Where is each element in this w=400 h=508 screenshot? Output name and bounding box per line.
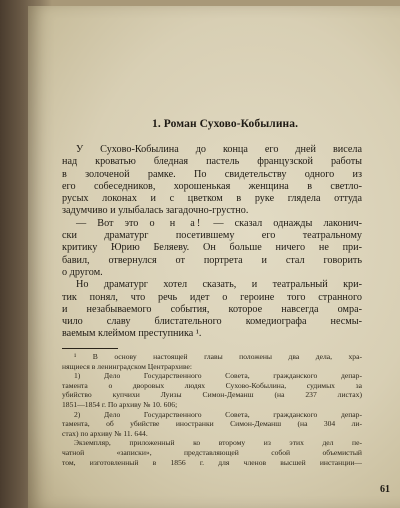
text-line: ски драматург посетившему его театральному: [62, 230, 362, 242]
text-line: русых локонах и с цветком в руке глядела оттуда: [62, 193, 362, 205]
emphasized-word: о н а!: [149, 217, 203, 229]
paragraph-1: [62, 144, 362, 218]
footnote-line: Экземпляр, приложенный ко второму из этих дел пе-: [74, 438, 362, 448]
text-line: в золоченой рамке. По свидетельству одного из: [62, 168, 362, 180]
page-number: 61: [380, 484, 390, 495]
footnotes: [62, 352, 362, 467]
text-line: ваемым клеймом преступника ¹.: [62, 328, 202, 340]
text-line: чило славу блистательного комедиографа несмы-: [62, 316, 362, 328]
footnote-line: нящиеся в ленинградском Центрархиве:: [62, 361, 192, 371]
footnote-line: тамента о дворовых людях Сухово-Кобылина, судимых за: [62, 380, 362, 390]
body-text: [62, 144, 362, 341]
text-line: его собеседников, хорошенькая женщина в светло-: [62, 180, 362, 192]
text-line: У Сухово-Кобылина до конца его дней висела: [76, 144, 362, 155]
text-line: о другом.: [62, 266, 103, 278]
footnote-line: стах) по архиву № 11. 644.: [62, 428, 148, 438]
paragraph-3: [62, 279, 362, 340]
paragraph-2: [62, 218, 362, 279]
footnote-line: убийство купчихи Луизы Симон-Деманш (на 237 листах): [62, 390, 362, 400]
footnote-line: 2) Дело Государственного Совета, гражданского депар-: [74, 409, 362, 419]
quote-suffix: — сказал однажды лаконич-: [202, 217, 362, 229]
footnote-line: 1851—1854 г. По архиву № 10. 606;: [62, 399, 178, 409]
text-line: над кроватью бледная пастель французской работы: [62, 156, 362, 168]
text-line: бавил, отвернулся от портрета и стал говорить: [62, 254, 362, 266]
footnote-line: ¹ В основу настоящей главы положены два дела, хра-: [74, 352, 362, 361]
footnote-line: чатной «записки», представляющей собой объемистый: [62, 447, 362, 457]
footnote-line: тамента, об убийстве иностранки Симон-Деманш (на 304 ли-: [62, 419, 362, 429]
text-line: и незабываемого события, которое навсегда омра-: [62, 303, 362, 315]
book-page: [28, 6, 400, 508]
footnote-line: 1) Дело Государственного Совета, гражданского депар-: [74, 371, 362, 381]
quote-dash-prefix: — Вот это: [76, 217, 150, 229]
text-line: Но драматург хотел сказать, и театральный кри-: [76, 279, 362, 291]
text-line: критику Юрию Беляеву. Он больше ничего не при-: [62, 242, 362, 254]
text-line: задумчиво и улыбалась загадочно-грустно.: [62, 205, 249, 217]
footnote-line: том, изготовленный в 1856 г. для членов высшей инстанции—: [62, 457, 362, 467]
text-line: [62, 218, 362, 230]
footnote-rule: [62, 348, 118, 349]
text-line: тик понял, что речь идет о героине того странного: [62, 291, 362, 303]
chapter-heading: 1. Роман Сухово-Кобылина.: [152, 118, 299, 130]
